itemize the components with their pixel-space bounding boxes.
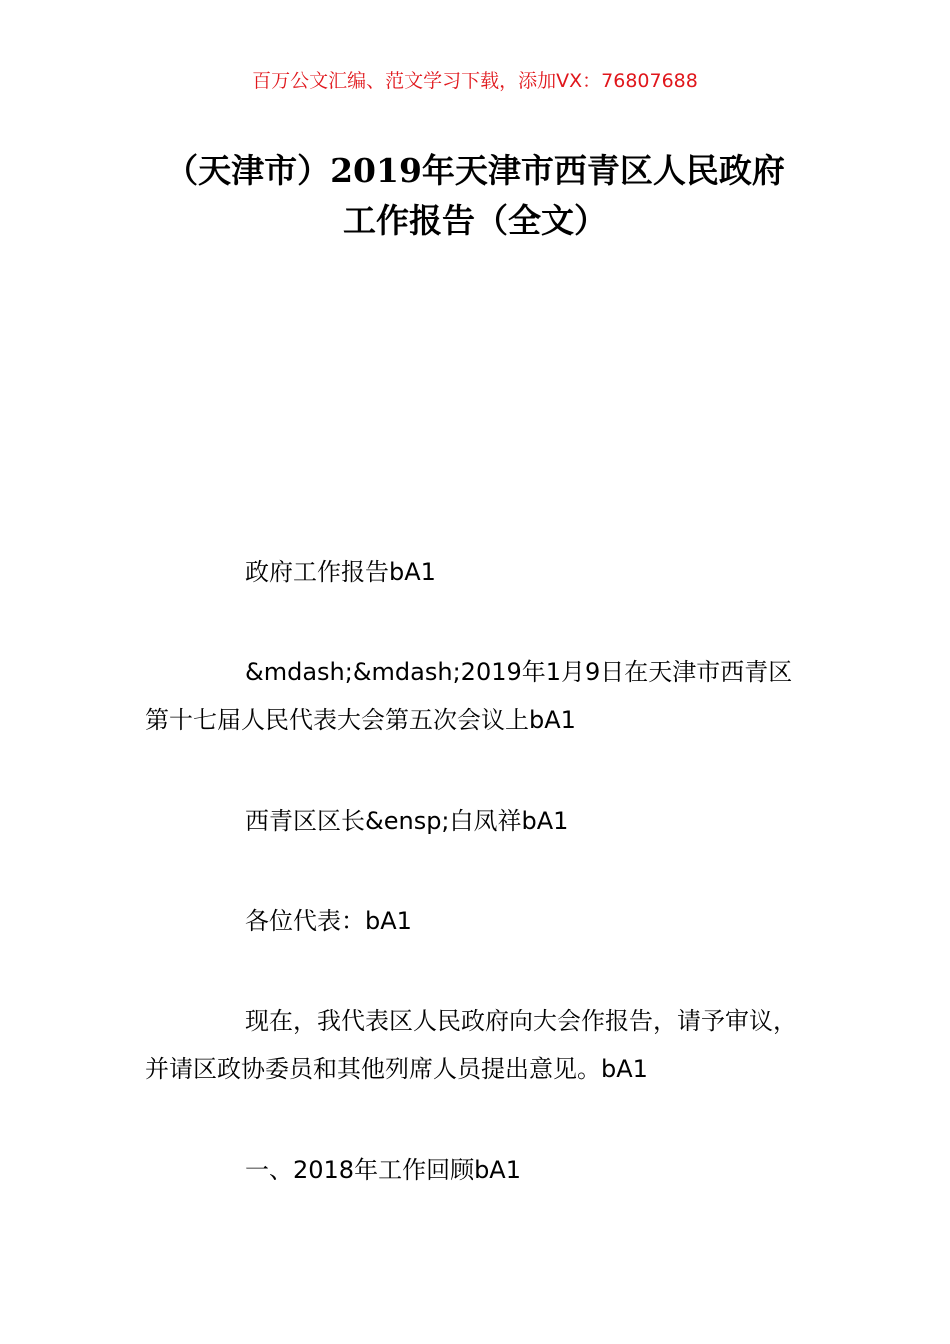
paragraph-section-heading: 一、2018年工作回顾bA1 bbox=[245, 1156, 521, 1184]
document-title bbox=[120, 146, 830, 246]
paragraph-salutation: 各位代表：bA1 bbox=[245, 907, 412, 935]
paragraph-meeting-info: &mdash;&mdash;2019年1月9日在天津市西青区第十七届人民代表大会第五次会议上bA1 bbox=[145, 658, 793, 734]
paragraph-intro: 现在，我代表区人民政府向大会作报告，请予审议，并请区政协委员和其他列席人员提出意见。bA1 bbox=[145, 1007, 797, 1083]
paragraph-report-heading: 政府工作报告bA1 bbox=[245, 558, 436, 586]
paragraph-speaker: 西青区区长&ensp;白凤祥bA1 bbox=[245, 807, 569, 835]
title-line-1: （天津市）2019年天津市西青区人民政府 bbox=[165, 151, 785, 190]
title-line-2: 工作报告（全文） bbox=[343, 201, 607, 240]
header-banner: 百万公文汇编、范文学习下载，添加VX：76807688 bbox=[252, 70, 698, 92]
